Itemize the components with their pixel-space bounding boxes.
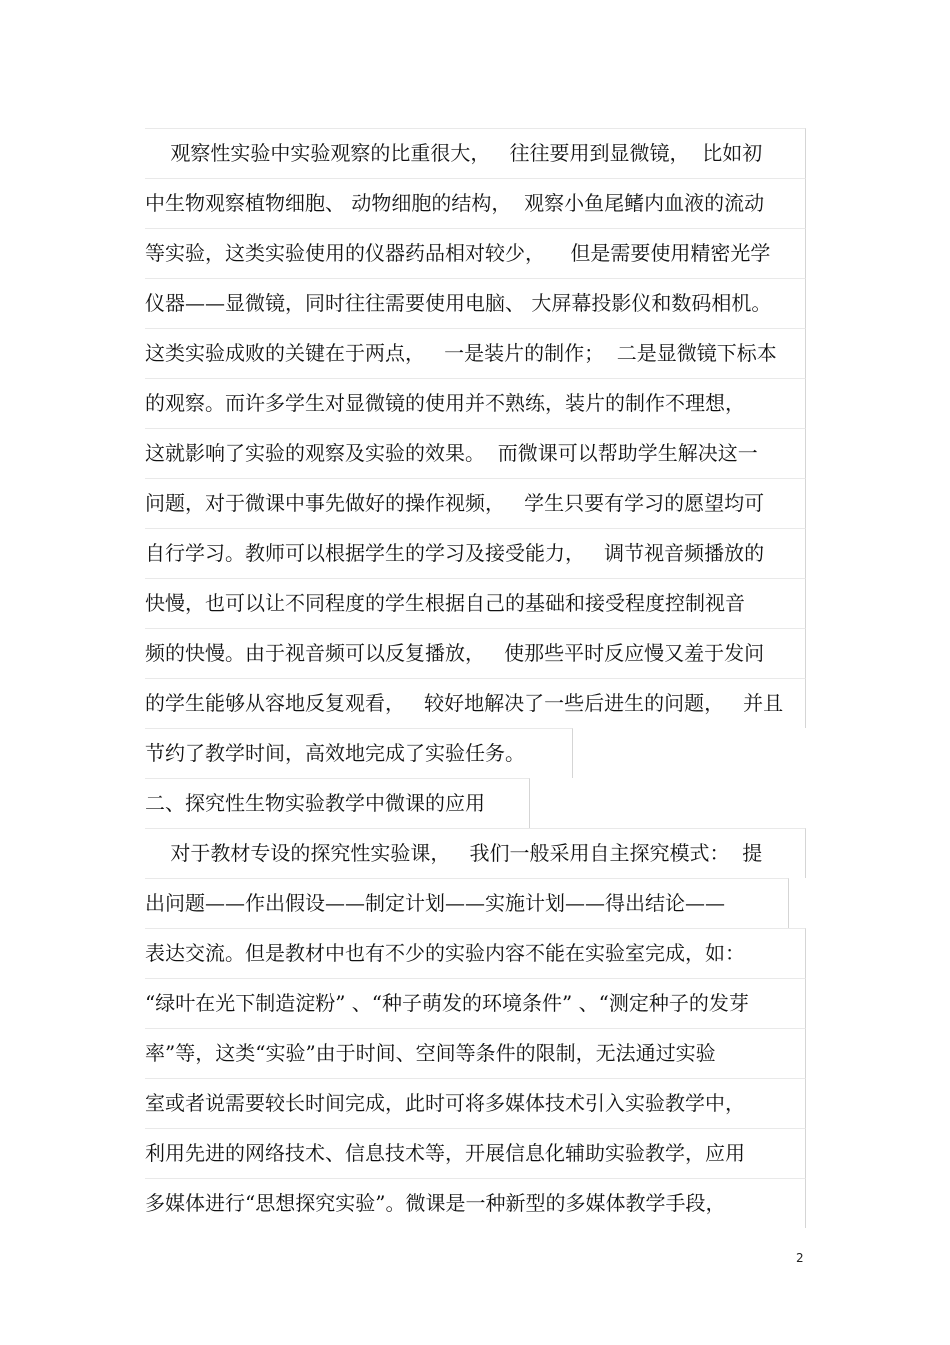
text-line-6: 的观察。而许多学生对显微镜的使用并不熟练，装片的制作不理想，	[145, 378, 806, 428]
text-line-14: 对于教材专设的探究性实验课， 我们一般采用自主探究模式： 提	[145, 828, 806, 878]
text-line-16: 表达交流。但是教材中也有不少的实验内容不能在实验室完成，如：	[145, 928, 806, 978]
text-line-7: 这就影响了实验的观察及实验的效果。 而微课可以帮助学生解决这一	[145, 428, 806, 478]
text-line-5: 这类实验成败的关键在于两点， 一是装片的制作； 二是显微镜下标本	[145, 328, 806, 378]
text-line-9: 自行学习。教师可以根据学生的学习及接受能力， 调节视音频播放的	[145, 528, 806, 578]
text-line-11: 频的快慢。由于视音频可以反复播放， 使那些平时反应慢又羞于发问	[145, 628, 806, 678]
text-line-10: 快慢，也可以让不同程度的学生根据自己的基础和接受程度控制视音	[145, 578, 806, 628]
text-line-18: 率”等，这类“实验”由于时间、空间等条件的限制，无法通过实验	[145, 1028, 806, 1078]
page-number: 2	[796, 1251, 804, 1265]
text-line-8: 问题，对于微课中事先做好的操作视频， 学生只要有学习的愿望均可	[145, 478, 806, 528]
section-heading: 二、探究性生物实验教学中微课的应用	[145, 778, 530, 828]
text-line-4: 仪器——显微镜，同时往往需要使用电脑、 大屏幕投影仪和数码相机。	[145, 278, 806, 328]
text-line-13: 节约了教学时间，高效地完成了实验任务。	[145, 728, 573, 778]
text-line-15: 出问题——作出假设——制定计划——实施计划——得出结论——	[145, 878, 789, 928]
text-line-3: 等实验，这类实验使用的仪器药品相对较少， 但是需要使用精密光学	[145, 228, 806, 278]
text-line-20: 利用先进的网络技术、信息技术等，开展信息化辅助实验教学，应用	[145, 1128, 806, 1178]
text-line-17: “绿叶在光下制造淀粉” 、“种子萌发的环境条件” 、“测定种子的发芽	[145, 978, 806, 1028]
text-line-2: 中生物观察植物细胞、 动物细胞的结构， 观察小鱼尾鳍内血液的流动	[145, 178, 806, 228]
text-line-21: 多媒体进行“思想探究实验”。微课是一种新型的多媒体教学手段，	[145, 1178, 806, 1228]
text-line-19: 室或者说需要较长时间完成，此时可将多媒体技术引入实验教学中，	[145, 1078, 806, 1128]
text-line-1: 观察性实验中实验观察的比重很大， 往往要用到显微镜， 比如初	[145, 128, 806, 178]
text-line-12: 的学生能够从容地反复观看， 较好地解决了一些后进生的问题， 并且	[145, 678, 806, 728]
